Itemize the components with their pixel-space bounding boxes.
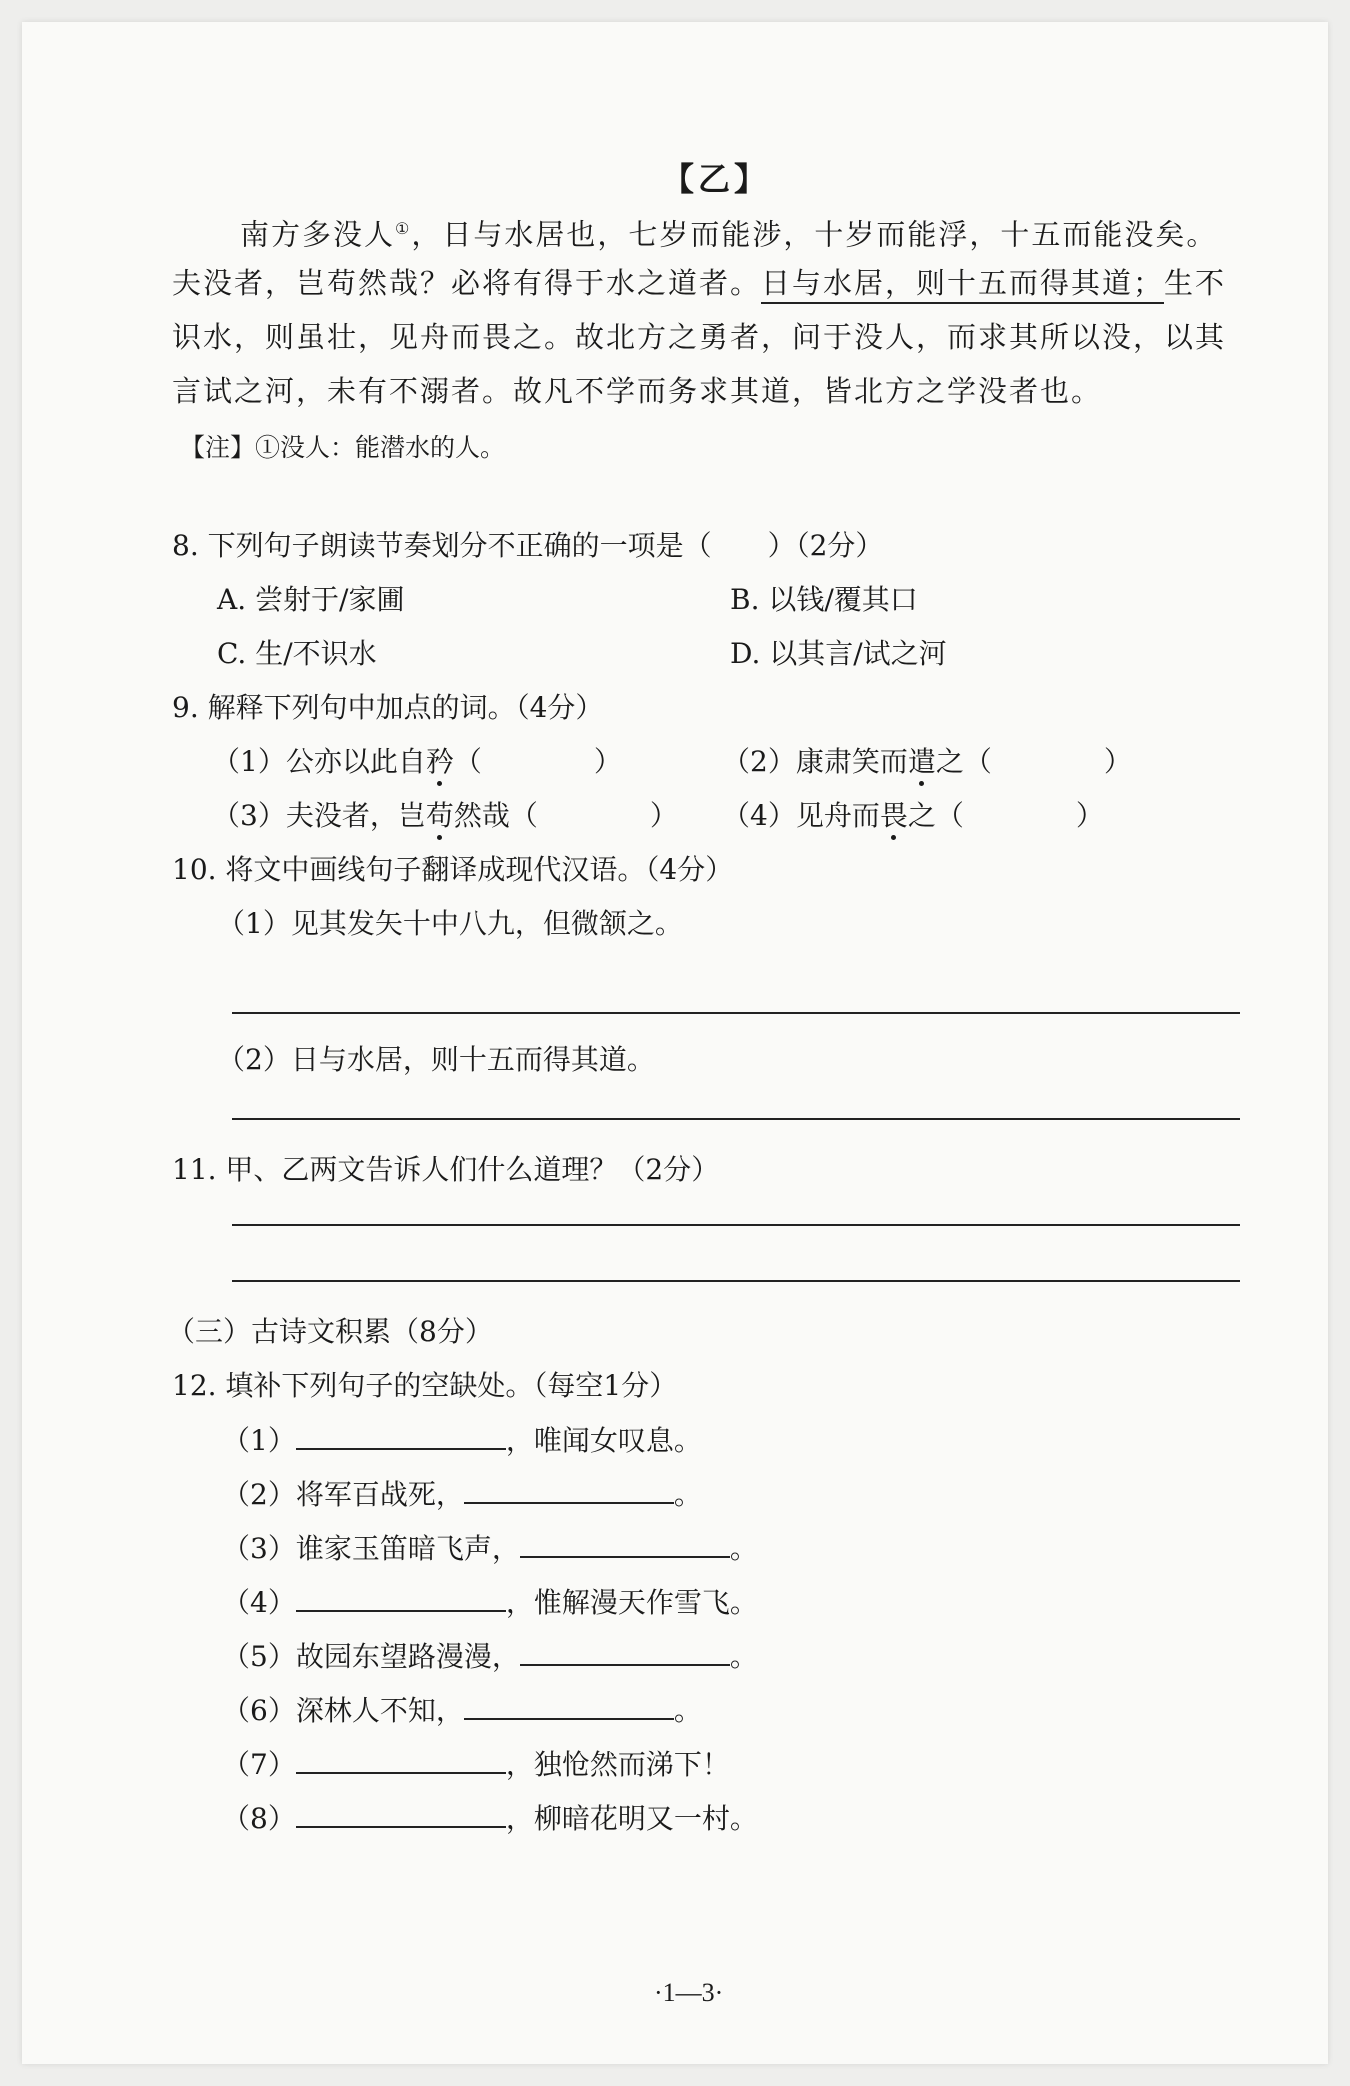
passage-line-2 (172, 256, 1226, 310)
q12-stem: 12. 填补下列句子的空缺处。（每空1分） (172, 1369, 678, 1402)
q9-item-1 (212, 742, 622, 782)
q12-blank-1[interactable] (296, 1420, 506, 1450)
q8-option-d: D. 以其言/试之河 (730, 637, 947, 670)
page-number: ·1—3· (654, 1978, 724, 2007)
q12-blank-8[interactable] (296, 1798, 506, 1828)
section-heading: 【乙】 (662, 160, 771, 198)
footnote: 【注】①没人：能潜水的人。 (180, 433, 506, 462)
q12-item-6-text: （6）深林人不知， (222, 1694, 464, 1727)
q11-stem: 11. 甲、乙两文告诉人们什么道理？（2分） (172, 1153, 720, 1186)
passage-line-3: 识水，则虽壮，见舟而畏之。故北方之勇者，问于没人，而求其所以没，以其 (172, 320, 1227, 354)
q12-blank-3[interactable] (520, 1528, 730, 1558)
q12-item-1-text: ，唯闻女叹息。 (505, 1424, 702, 1457)
q12-item-1-number: （1） (222, 1424, 296, 1457)
q8-option-c: C. 生/不识水 (217, 637, 377, 670)
q12-item-3 (222, 1528, 758, 1569)
exam-page (22, 22, 1328, 2064)
q9-item-2-pre: （2）康肃笑而 (722, 745, 908, 778)
q12-blank-7[interactable] (296, 1744, 506, 1774)
q9-item-3-blank[interactable]: 然哉（ ） (453, 799, 678, 832)
q12-item-7 (222, 1744, 730, 1785)
q9-item-1-blank[interactable]: （ ） (453, 745, 622, 778)
q12-item-1 (222, 1420, 702, 1461)
q9-item-3-pre: （3）夫没者，岂 (212, 799, 426, 832)
q12-blank-5[interactable] (520, 1636, 730, 1666)
dotted-word-1: 矜 (425, 745, 454, 778)
q10-sentence-2: （2）日与水居，则十五而得其道。 (217, 1043, 655, 1076)
passage-line-2-end: 生不 (1164, 266, 1227, 300)
q10-answer-line-2[interactable] (232, 1118, 1240, 1120)
q10-sentence-1: （1）见其发矢十中八九，但微颔之。 (217, 907, 683, 940)
q8-stem: 8. 下列句子朗读节奏划分不正确的一项是（ ）（2分） (172, 529, 884, 562)
q8-option-b: B. 以钱/覆其口 (730, 583, 918, 616)
q12-item-6-end: 。 (673, 1694, 702, 1727)
dotted-word-3: 苟 (425, 799, 454, 832)
passage-line-2-start: 夫没者，岂苟然哉？必将有得于水之道者。 (172, 266, 762, 300)
passage-line-1-start: 南方多没人 (240, 217, 396, 252)
q9-item-2-blank[interactable]: 之（ ） (935, 745, 1132, 778)
q12-item-4-number: （4） (222, 1586, 296, 1619)
q10-stem: 10. 将文中画线句子翻译成现代汉语。（4分） (172, 853, 734, 886)
dotted-word-4: 畏 (879, 799, 908, 832)
q9-item-2 (722, 742, 1132, 782)
q9-item-1-pre: （1）公亦以此自 (212, 745, 426, 778)
q9-item-3 (212, 796, 678, 836)
q12-item-2 (222, 1474, 702, 1515)
dotted-word-2: 遣 (907, 745, 936, 778)
q11-answer-line-1[interactable] (232, 1224, 1240, 1226)
q8-option-a: A. 尝射于/家圃 (217, 583, 405, 616)
q12-blank-4[interactable] (296, 1582, 506, 1612)
q12-item-5 (222, 1636, 758, 1677)
q12-item-3-text: （3）谁家玉笛暗飞声， (222, 1532, 520, 1565)
q12-item-7-text: ，独怆然而涕下！ (505, 1748, 730, 1781)
q12-item-4 (222, 1582, 758, 1623)
q9-stem: 9. 解释下列句中加点的词。（4分） (172, 691, 604, 724)
q9-item-4-blank[interactable]: 之（ ） (907, 799, 1104, 832)
q12-item-8-text: ，柳暗花明又一村。 (505, 1802, 758, 1835)
underlined-sentence: 日与水居，则十五而得其道； (761, 266, 1164, 304)
passage-line-1 (240, 202, 1217, 262)
q12-item-8-number: （8） (222, 1802, 296, 1835)
q12-item-8 (222, 1798, 758, 1839)
q10-answer-line-1[interactable] (232, 1012, 1240, 1014)
q12-item-5-end: 。 (729, 1640, 758, 1673)
q12-item-3-end: 。 (729, 1532, 758, 1565)
passage-line-1-end: ，日与水居也，七岁而能涉，十岁而能浮，十五而能没矣。 (411, 217, 1218, 252)
q12-item-2-text: （2）将军百战死， (222, 1478, 464, 1511)
passage-line-4: 言试之河，未有不溺者。故凡不学而务求其道，皆北方之学没者也。 (172, 374, 1103, 408)
q12-item-7-number: （7） (222, 1748, 296, 1781)
footnote-marker: ① (395, 219, 412, 238)
q9-item-4-pre: （4）见舟而 (722, 799, 880, 832)
q12-item-5-text: （5）故园东望路漫漫， (222, 1640, 520, 1673)
q12-item-4-text: ，惟解漫天作雪飞。 (505, 1586, 758, 1619)
q12-blank-6[interactable] (464, 1690, 674, 1720)
q12-blank-2[interactable] (464, 1474, 674, 1504)
q11-answer-line-2[interactable] (232, 1280, 1240, 1282)
q9-item-4 (722, 796, 1104, 836)
q12-item-2-end: 。 (673, 1478, 702, 1511)
q12-item-6 (222, 1690, 702, 1731)
section-3-heading: （三）古诗文积累（8分） (167, 1315, 493, 1348)
